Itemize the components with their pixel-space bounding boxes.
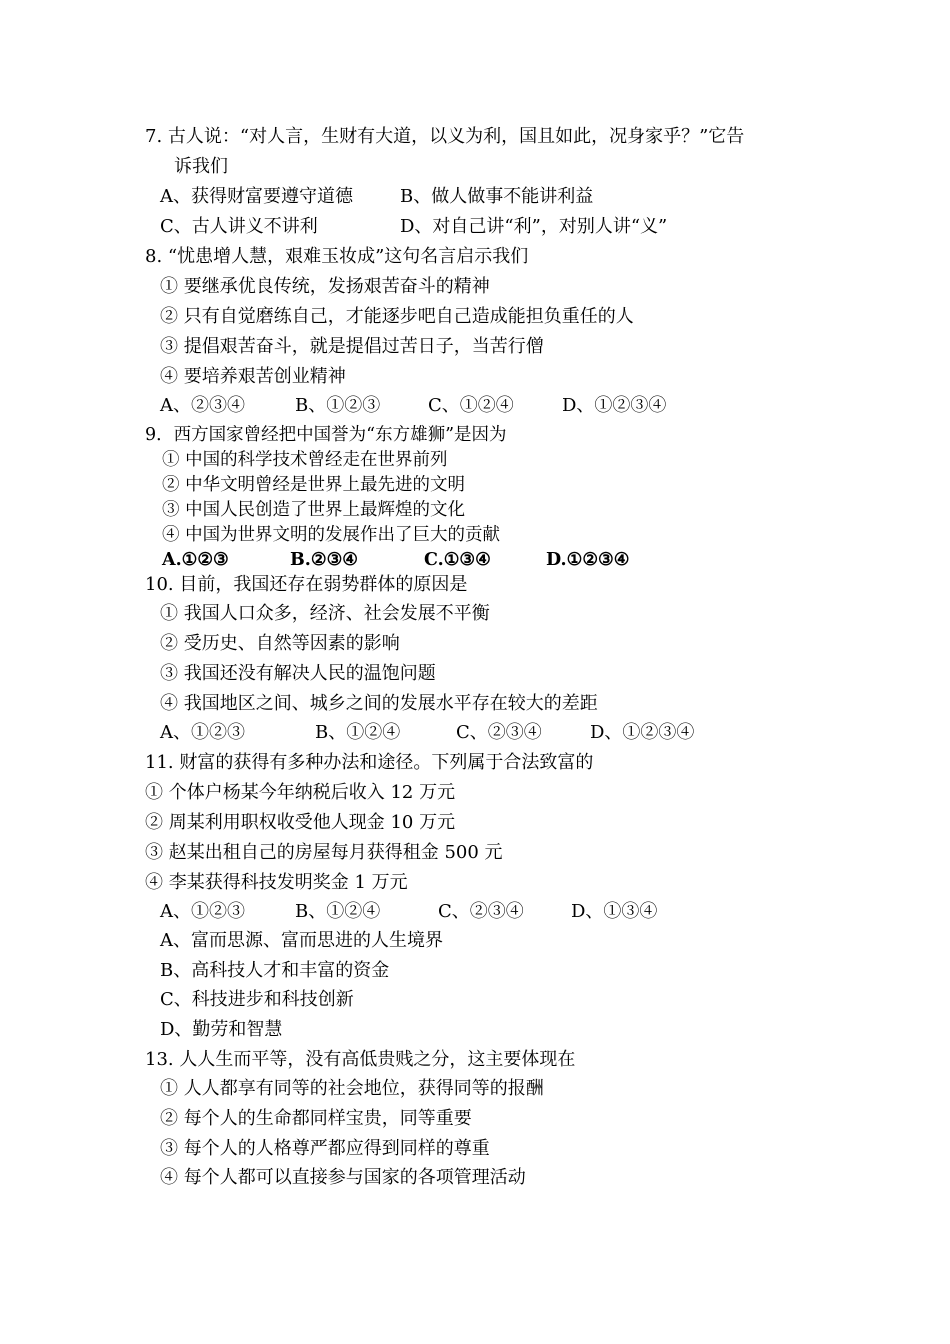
question-10-stem: 10. 目前，我国还存在弱势群体的原因是 [145, 574, 468, 595]
question-7-option-a: A、获得财富要遵守道德 [160, 186, 353, 207]
question-8-option-b: B、①②③ [295, 395, 381, 416]
question-12-option-c: C、科技进步和科技创新 [160, 989, 354, 1010]
question-8-item: ① 要继承优良传统，发扬艰苦奋斗的精神 [160, 276, 490, 297]
question-10-option-c: C、②③④ [456, 722, 542, 743]
question-8-item: ② 只有自觉磨练自己，才能逐步吧自己造成能担负重任的人 [160, 306, 634, 327]
question-10-option-d: D、①②③④ [590, 722, 695, 743]
question-12-option-a: A、富而思源、富而思进的人生境界 [160, 930, 443, 951]
question-11-item: ④ 李某获得科技发明奖金 1 万元 [145, 872, 408, 893]
question-8-option-a: A、②③④ [160, 395, 245, 416]
question-8-option-c: C、①②④ [428, 395, 514, 416]
question-11-option-a: A、①②③ [160, 901, 245, 922]
question-8-item: ③ 提倡艰苦奋斗，就是提倡过苦日子，当苦行僧 [160, 336, 544, 357]
question-8-option-d: D、①②③④ [562, 395, 667, 416]
question-12-option-b: B、高科技人才和丰富的资金 [160, 960, 390, 981]
question-9-option-c: C.①③④ [424, 550, 491, 570]
question-9-option-a: A.①②③ [162, 550, 229, 570]
question-9-item: ② 中华文明曾经是世界上最先进的文明 [162, 475, 466, 495]
question-10-option-a: A、①②③ [160, 722, 245, 743]
question-13-item: ② 每个人的生命都同样宝贵，同等重要 [160, 1108, 472, 1129]
question-12-option-d: D、勤劳和智慧 [160, 1019, 283, 1040]
question-9-stem: 9．西方国家曾经把中国誉为“东方雄狮”是因为 [145, 425, 507, 445]
question-10-item: ④ 我国地区之间、城乡之间的发展水平存在较大的差距 [160, 693, 598, 714]
question-11-item: ① 个体户杨某今年纳税后收入 12 万元 [145, 782, 456, 803]
question-10-item: ③ 我国还没有解决人民的温饱问题 [160, 663, 436, 684]
question-10-item: ① 我国人口众多，经济、社会发展不平衡 [160, 603, 490, 624]
question-7-stem-line2: 诉我们 [174, 156, 228, 177]
question-9-item: ① 中国的科学技术曾经走在世界前列 [162, 450, 448, 470]
question-11-item: ② 周某利用职权收受他人现金 10 万元 [145, 812, 456, 833]
question-7-stem-line1: 7. 古人说：“对人言，生财有大道，以义为利，国且如此，况身家乎？”它告 [145, 126, 745, 147]
question-13-item: ③ 每个人的人格尊严都应得到同样的尊重 [160, 1138, 490, 1159]
question-9-option-b: B.②③④ [290, 550, 358, 570]
question-10-item: ② 受历史、自然等因素的影响 [160, 633, 400, 654]
question-11-item: ③ 赵某出租自己的房屋每月获得租金 500 元 [145, 842, 503, 863]
question-11-option-c: C、②③④ [438, 901, 524, 922]
question-11-option-d: D、①③④ [571, 901, 658, 922]
question-13-stem: 13. 人人生而平等，没有高低贵贱之分，这主要体现在 [145, 1049, 576, 1070]
question-8-item: ④ 要培养艰苦创业精神 [160, 366, 346, 387]
question-9-item: ④ 中国为世界文明的发展作出了巨大的贡献 [162, 525, 501, 545]
question-11-option-b: B、①②④ [295, 901, 381, 922]
question-9-option-d: D.①②③④ [546, 550, 630, 570]
question-7-option-d: D、对自己讲“利”，对别人讲“义” [400, 216, 668, 237]
question-7-option-b: B、做人做事不能讲利益 [400, 186, 594, 207]
question-8-stem: 8. “忧患增人慧，艰难玉妆成”这句名言启示我们 [145, 246, 529, 267]
question-7-option-c: C、古人讲义不讲利 [160, 216, 318, 237]
question-10-option-b: B、①②④ [315, 722, 401, 743]
question-11-stem: 11. 财富的获得有多种办法和途径。下列属于合法致富的 [145, 752, 594, 773]
question-9-item: ③ 中国人民创造了世界上最辉煌的文化 [162, 500, 466, 520]
question-13-item: ① 人人都享有同等的社会地位，获得同等的报酬 [160, 1078, 544, 1099]
question-13-item: ④ 每个人都可以直接参与国家的各项管理活动 [160, 1167, 526, 1188]
